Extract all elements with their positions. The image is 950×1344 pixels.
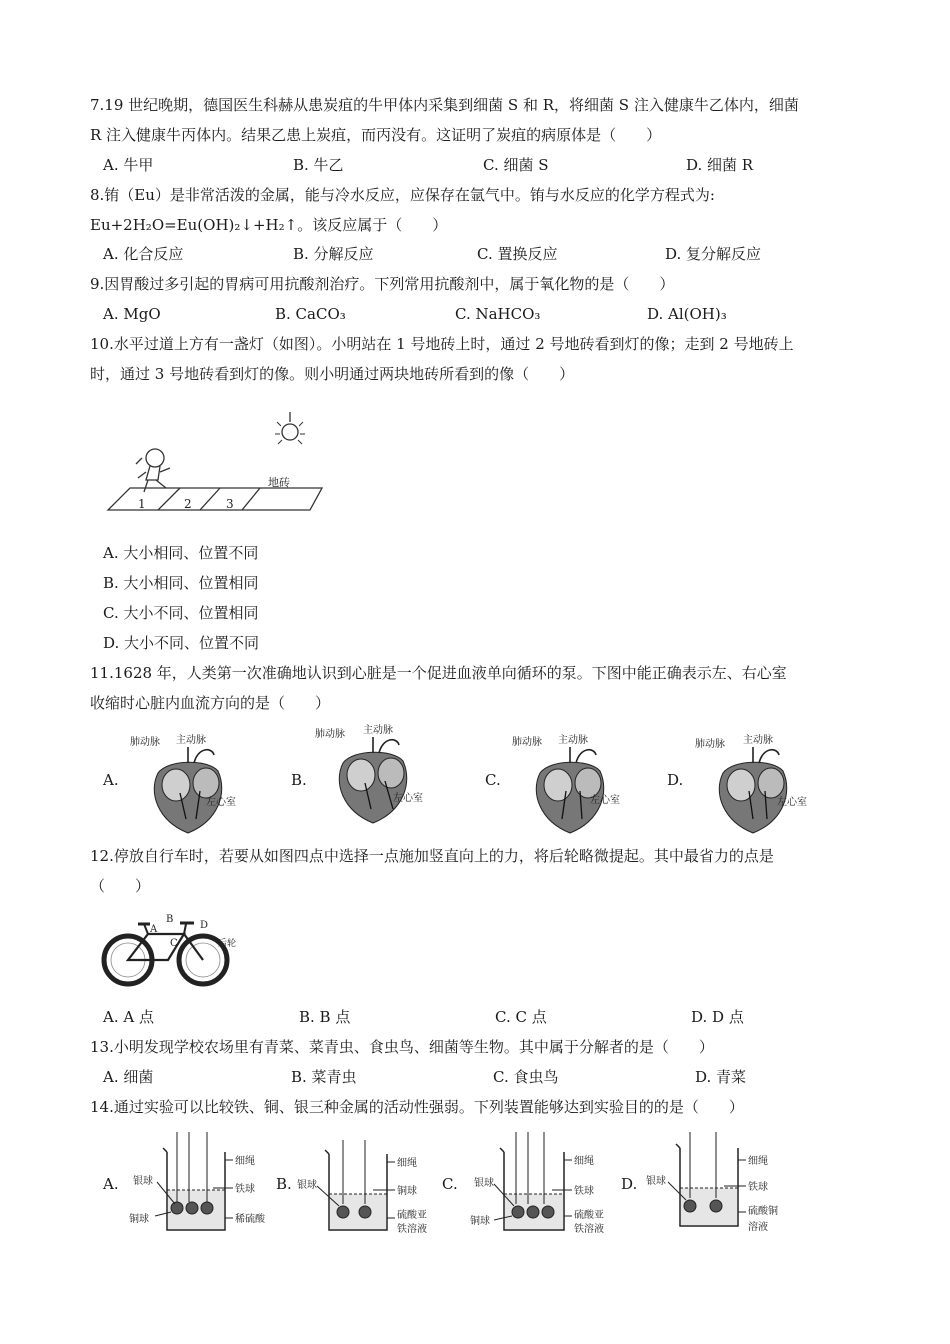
left-ventricle-label: 左心室: [590, 795, 620, 806]
q14-beaker-figure-d: [640, 1132, 790, 1237]
tile-3-label: 3: [226, 497, 234, 511]
q8-option-d[interactable]: D. 复分解反应: [665, 245, 762, 263]
q12-option-c[interactable]: C. C 点: [495, 1008, 547, 1026]
q13-option-d[interactable]: D. 青菜: [695, 1068, 747, 1086]
q14-option-b[interactable]: B.: [276, 1175, 292, 1193]
copper-ball-label: 铜球: [129, 1214, 149, 1225]
point-c-label: C: [170, 938, 178, 949]
q8-stem-line1: 8.铕（Eu）是非常活泼的金属，能与冷水反应，应保存在氩气中。铕与水反应的化学方程式为:: [90, 186, 715, 204]
string-label: 细绳: [397, 1158, 417, 1169]
dilute-sulfuric-acid-label: 稀硫酸: [235, 1214, 265, 1225]
copper-sulfate-label: 硫酸铜: [748, 1206, 778, 1217]
q9-option-d[interactable]: D. Al(OH)₃: [647, 305, 727, 323]
aorta-label: 主动脉: [363, 725, 393, 736]
q12-stem-line2: （ ）: [90, 877, 151, 895]
q13-option-b[interactable]: B. 菜青虫: [291, 1068, 357, 1086]
q10-option-a[interactable]: A. 大小相同、位置不同: [103, 544, 259, 562]
tile-1-label: 1: [138, 497, 146, 511]
q14-beaker-figure-a: [125, 1132, 275, 1237]
q12-option-d[interactable]: D. D 点: [691, 1008, 744, 1026]
ferrous-sulfate-label: 硫酸亚: [397, 1210, 427, 1221]
aorta-label: 主动脉: [558, 735, 588, 746]
q14-beaker-figure-c: [468, 1132, 618, 1237]
pulmonary-artery-label: 肺动脉: [512, 737, 542, 748]
rear-wheel-label: 后轮: [218, 939, 237, 949]
pulmonary-artery-label: 肺动脉: [695, 739, 725, 750]
aorta-label: 主动脉: [176, 735, 206, 746]
q13-option-c[interactable]: C. 食虫鸟: [493, 1068, 559, 1086]
lamp-icon: [275, 412, 305, 444]
q11-heart-figure-d: [693, 733, 823, 838]
string-label: 细绳: [748, 1156, 768, 1167]
q10-option-c[interactable]: C. 大小不同、位置相同: [103, 604, 259, 622]
q11-option-a[interactable]: A.: [103, 771, 119, 789]
q8-stem-line2: Eu+2H₂O=Eu(OH)₂↓+H₂↑。该反应属于（ ）: [90, 216, 448, 234]
q8-option-a[interactable]: A. 化合反应: [103, 245, 184, 263]
iron-ball-label: 铁球: [748, 1182, 768, 1193]
q8-option-b[interactable]: B. 分解反应: [293, 245, 374, 263]
q11-heart-figure-a: [128, 733, 258, 838]
bicycle-icon: [104, 923, 227, 984]
q7-option-c[interactable]: C. 细菌 S: [483, 156, 549, 174]
q14-beaker-figure-b: [293, 1132, 443, 1237]
string-label: 细绳: [235, 1156, 255, 1167]
point-d-label: D: [200, 920, 209, 931]
pulmonary-artery-label: 肺动脉: [130, 737, 160, 748]
q9-option-b[interactable]: B. CaCO₃: [275, 305, 346, 323]
aorta-label: 主动脉: [743, 735, 773, 746]
q14-option-d[interactable]: D.: [621, 1175, 638, 1193]
q14-option-c[interactable]: C.: [442, 1175, 458, 1193]
q7-option-a[interactable]: A. 牛甲: [103, 156, 154, 174]
q8-option-c[interactable]: C. 置换反应: [477, 245, 558, 263]
left-ventricle-label: 左心室: [393, 793, 423, 804]
q10-stem-line2: 时，通过 3 号地砖看到灯的像。则小明通过两块地砖所看到的像（ ）: [90, 365, 575, 383]
ferrous-sulfate-label: 硫酸亚: [574, 1210, 604, 1221]
q9-option-a[interactable]: A. MgO: [103, 305, 161, 323]
left-ventricle-label: 左心室: [206, 797, 236, 808]
solution-label: 铁溶液: [574, 1224, 604, 1235]
q10-option-d[interactable]: D. 大小不同、位置不同: [103, 634, 260, 652]
q10-option-b[interactable]: B. 大小相同、位置相同: [103, 574, 259, 592]
beaker-icon: [163, 1132, 225, 1230]
copper-ball-label: 铜球: [397, 1186, 417, 1197]
q11-option-c[interactable]: C.: [485, 771, 501, 789]
silver-ball-label: 银球: [297, 1180, 317, 1191]
silver-ball-label: 银球: [133, 1176, 153, 1187]
q11-option-d[interactable]: D.: [667, 771, 684, 789]
q12-option-b[interactable]: B. B 点: [299, 1008, 351, 1026]
q10-corridor-figure: [100, 408, 330, 518]
q7-stem-line1: 7.19 世纪晚期，德国医生科赫从患炭疽的牛甲体内采集到细菌 S 和 R，将细菌 S 注入健康牛乙体内，细菌: [90, 96, 799, 114]
q11-stem-line2: 收缩时心脏内血流方向的是（ ）: [90, 694, 331, 712]
q7-option-d[interactable]: D. 细菌 R: [686, 156, 754, 174]
q10-stem-line1: 10.水平过道上方有一盏灯（如图）。小明站在 1 号地砖上时，通过 2 号地砖看到灯的像；走到 2 号地砖上: [90, 335, 794, 353]
q13-option-a[interactable]: A. 细菌: [103, 1068, 154, 1086]
q7-stem-line2: R 注入健康牛丙体内。结果乙患上炭疽，而丙没有。这证明了炭疽的病原体是（ ）: [90, 126, 662, 144]
solution-label: 铁溶液: [397, 1224, 427, 1235]
point-a-label: A: [150, 924, 158, 935]
silver-ball-label: 银球: [474, 1178, 494, 1189]
q9-stem: 9.因胃酸过多引起的胃病可用抗酸剂治疗。下列常用抗酸剂中，属于氧化物的是（ ）: [90, 275, 675, 293]
pulmonary-artery-label: 肺动脉: [315, 729, 345, 740]
beaker-icon: [325, 1140, 387, 1230]
q9-option-c[interactable]: C. NaHCO₃: [455, 305, 541, 323]
q14-option-a[interactable]: A.: [103, 1175, 119, 1193]
q11-option-b[interactable]: B.: [291, 771, 307, 789]
point-b-label: B: [166, 914, 174, 925]
q11-stem-line1: 11.1628 年，人类第一次准确地认识到心脏是一个促进血液单向循环的泵。下图中能正确表示左、右心室: [90, 664, 787, 682]
string-label: 细绳: [574, 1156, 594, 1167]
q13-stem: 13.小明发现学校农场里有青菜、菜青虫、食虫鸟、细菌等生物。其中属于分解者的是（ ）: [90, 1038, 714, 1056]
copper-ball-label: 铜球: [470, 1216, 490, 1227]
q12-bicycle-figure: [100, 912, 250, 992]
floor-label: 地砖: [268, 476, 290, 489]
solution-label: 溶液: [748, 1222, 768, 1233]
iron-ball-label: 铁球: [235, 1184, 255, 1195]
beaker-icon: [500, 1132, 564, 1230]
q12-option-a[interactable]: A. A 点: [103, 1008, 154, 1026]
tile-2-label: 2: [184, 497, 192, 511]
q11-heart-figure-b: [313, 723, 443, 828]
left-ventricle-label: 左心室: [777, 797, 807, 808]
iron-ball-label: 铁球: [574, 1186, 594, 1197]
boy-walking-icon: [136, 449, 170, 492]
silver-ball-label: 银球: [646, 1176, 666, 1187]
q12-stem-line1: 12.停放自行车时，若要从如图四点中选择一点施加竖直向上的力，将后轮略微提起。其中最省力的点是: [90, 847, 774, 865]
q7-option-b[interactable]: B. 牛乙: [293, 156, 344, 174]
q14-stem: 14.通过实验可以比较铁、铜、银三种金属的活动性强弱。下列装置能够达到实验目的的是（ ）: [90, 1098, 744, 1116]
beaker-icon: [676, 1132, 738, 1226]
q11-heart-figure-c: [510, 733, 640, 838]
